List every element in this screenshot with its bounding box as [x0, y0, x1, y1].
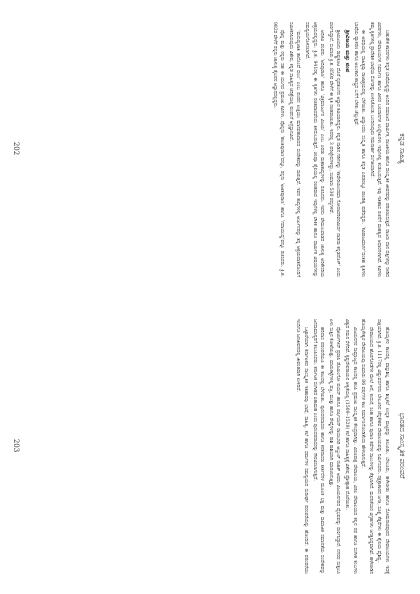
- body-text: [269, 22, 390, 277]
- paragraph: ದೇವಾಲಯದ ಹೊರಗೋಡೆಗಳ ಮೇಲೆ ಆನೆ, ಕುದುರೆ, ಸಿಂಹ ಹಾಗೂ ಪುರಾಣ ಕಥೆಗಳ ಸಾಲುಗಳನ್ನು ಕೆತ್ತಲಾಗಿದೆ. ಮದನಿಕೆಯರ ವಿಗ್ರಹಗಳು ಜಗತ್ಪ್ರಸಿದ್ಧವಾಗಿವೆ. ಹಳೇಬೀಡಿನ ಹೊಯ್ಸಳೇಶ್ವರ ದೇವಾಲಯವು ಸುಮಾರು 86 ವರ್ಷಗಳ ಕಾಲ ನಿರ್ಮಾಣಗೊಂಡಿತೆಂದು ಹೇಳಲಾಗುತ್ತದೆ.: [360, 319, 373, 574]
- paragraph: ಶ್ರೀವಿಜಯನು ರಾಷ್ಟ್ರಕೂಟ ದೊರೆ ನೃಪತುಂಗನ ಆಸ್ಥಾನ ಕವಿಯಾಗಿದ್ದನು. ಕನ್ನಡ ನಾಡಿನ ಗಡಿಗಳನ್ನು ‘ಕಾವೇರಿಯಿಂದಮಾ ಗೋದಾವರಿವರಮಿರ್ದ ನಾಡದಾ ಕನ್ನಡದೊಳ್’ ಎಂದು ವರ್ಣಿಸಿದ್ದಾನೆ. ಸುಮಾರು ಕ್ರಿ.ಶ. 850ರ ವೇಳೆಗೆ ಈ ಕೃತಿ ರಚಿತವಾಯಿತು. ಇದರಲ್ಲಿ 3 ಪರಿಚ್ಛೇದಗಳಿದ್ದು, ಸುಮಾರು 530 ಪದ್ಯಗಳಿವೆ.: [327, 22, 341, 277]
- paragraph: ಆದಿಕವಿ ಪಂಪನು ‘ಆದಿಪುರಾಣ’ ಹಾಗೂ ‘ವಿಕ್ರಮಾರ್ಜುನ ವಿಜಯ’ ಎಂಬ ಎರಡು ಮಹಾಕಾವ್ಯಗಳನ್ನು ರಚಿಸಿದನು. ಇವನು ವೇಮುಲವಾಡದ ಚಾಳುಕ್ಯ ಅರಿಕೇಸರಿಯ ಆಶ್ರಯದಲ್ಲಿದ್ದನು. ಕ್ರಿ.ಶ. 941ರಲ್ಲಿ ಈ ಕೃತಿಗಳು ರಚಿತವಾದವೆಂದು ತಿಳಿದುಬರುತ್ತದೆ. ಚಂಪೂ ಶೈಲಿಯಲ್ಲಿ ರಚಿತವಾದ ಇವುಗಳಲ್ಲಿ ಲೌಕಿಕ ಹಾಗೂ ಧಾರ್ಮಿಕ ವಿಷಯಗಳನ್ನು ಸಮನ್ವಯಗೊಳಿಸಲಾಗಿದೆ.: [304, 22, 325, 277]
- running-head: ಭಾರತದ ಸಾಂಸ್ಕೃತಿಕ ಪರಂಪರೆ: [398, 412, 406, 479]
- page-number: 203: [12, 438, 20, 453]
- running-head: ಕನ್ನಡ ಸಾಹಿತ್ಯ: [398, 133, 406, 164]
- paragraph: ಒಟ್ಟಾರೆಯಾಗಿ ಕರ್ನಾಟಕದ ಸಾಂಸ್ಕೃತಿಕ ಇತಿಹಾಸವು ಭಾಷೆ, ಸಾಹಿತ್ಯ, ಕಲೆ ಹಾಗೂ ಧರ್ಮಗಳ ಸಮನ್ವಯದ ಸುದೀರ್ಘ ಪರಂಪರೆಯನ್ನು ಹೊಂದಿದೆ. ಈ ಪರಂಪರೆಯು ಇಂದಿಗೂ ಜನಜೀವನದಲ್ಲಿ ಜೀವಂತವಾಗಿ ಉಳಿದಿದೆ.: [295, 319, 309, 574]
- right-page: [0, 297, 420, 594]
- section-heading: ಶ್ರೀವಿಜಯ ಮತ್ತು ಪಂಪ: [344, 30, 351, 73]
- paragraph: ಹರಿದಾಸ ಪರಂಪರೆಯೂ ಈ ಕಾಲದಲ್ಲಿ ಬೆಳೆಯಿತು. ಪುರಂದರದಾಸರು ಹಾಗೂ ಕನಕದಾಸರು ಕೀರ್ತನೆಗಳ ಮೂಲಕ ಭಕ್ತಿ ಮತ್ತು ಸಾಮಾಜಿಕ ಸಮಾನತೆಯ ಸಂದೇಶವನ್ನು ಜನಸಾಮಾನ್ಯರಿಗೆ ತಲುಪಿಸಿದರು. ಕರ್ನಾಟಕ ಸಂಗೀತದ ಪಿತಾಮಹ ಎಂದು ಪುರಂದರದಾಸರನ್ನು ಗೌರವಿಸಲಾಗುತ್ತದೆ.: [311, 319, 325, 574]
- paragraph: ‘ಮನುಷ್ಯಜಾತಿ ತಾನೊಂದೆ ವಲಂ’ ಎಂಬ ಪಂಪನ ಉಕ್ತಿಯು ಮಾನವತಾವಾದದ ಸಂದೇಶವನ್ನು ಸಾರುತ್ತದೆ. ಇವನ ಕಾವ್ಯಗಳಲ್ಲಿ ಅರ್ಜುನನನ್ನು ತನ್ನ ಆಶ್ರಯದಾತನೊಂದಿಗೆ ಸಮೀಕರಿಸಿರುವುದು ವಿಶೇಷ. ಕನ್ನಡ ಸಾಹಿತ್ಯದ ಚರಿತ್ರೆಯಲ್ಲಿ ಪಂಪನಿಗೆ ಅಗ್ರಸ್ಥಾನವಿದೆ.: [287, 22, 301, 277]
- paragraph: ಬಹುತೇಕ ಶಾಸನಗಳು ಕನ್ನಡ ಭಾಷೆಯಲ್ಲಿದ್ದು ಅಂದಿನ ಸಮಾಜದ ಧಾರ್ಮಿಕ, ರಾಜಕೀಯ ಹಾಗೂ ಸಾಂಸ್ಕೃತಿಕ ಜೀವನವನ್ನು ಪರಿಚಯಿಸುತ್ತವೆ. ರಾಜರು ದಾನ ದತ್ತಿಗಳನ್ನು ನೀಡಿದ ವಿವರಗಳು, ದೇವಾಲಯಗಳ ನಿರ್ಮಾಣ ಹಾಗೂ ವೀರರ ಬಲಿದಾನಗಳ ಉಲ್ಲೇಖಗಳು ಇವುಗಳಲ್ಲಿ ಕಂಡುಬರುತ್ತವೆ. ಇವು ಇತಿಹಾಸ ರಚನೆಗೆ ಮಹತ್ವದ ಆಧಾರಗಳಾಗಿವೆ. ಕವಿಗಳು ತಮ್ಮ ಕೃತಿಗಳಲ್ಲಿ ಪ್ರಾದೇಶಿಕ ಭಾಷೆಯ ಸೊಗಡನ್ನು ಉಳಿಸಿಕೊಂಡು ಬಂದಿರುವುದು ಗಮನಾರ್ಹ ಸಂಗತಿಯಾಗಿದೆ.: [368, 22, 389, 277]
- body-text: [293, 319, 390, 574]
- paragraph: ಈ ಅವಧಿಯಲ್ಲಿ ಸಾಹಿತ್ಯವು ರಾಜಾಶ್ರಯದಲ್ಲಿ ಬೆಳೆಯಿತು. ವಿದ್ವಾಂಸರು ಸಂಸ್ಕೃತ ಹಾಗೂ ಕನ್ನಡ ಎರಡರಲ್ಲೂ ಪಾಂಡಿತ್ಯ ಪಡೆದಿದ್ದರು. ‘ಕವಿರಾಜಮಾರ್ಗ’ದಂತಹ ಕೃತಿಗಳು ಭಾಷೆಯ ವ್ಯಾಕರಣ ಹಾಗೂ ಅಲಂಕಾರ ಶಾಸ್ತ್ರದ ಬಗೆಗೆ ಬೆಳಕು ಚೆಲ್ಲುತ್ತವೆ.: [352, 22, 366, 277]
- page-number: 202: [12, 141, 20, 156]
- paragraph: ಪೊನ್ನ ಮತ್ತು ರನ್ನರು ಸಹ ಈ ಯುಗದ ಪ್ರಮುಖ ಕವಿಗಳು. ಪೊನ್ನನು ‘ಶಾಂತಿಪುರಾಣ’ವನ್ನೂ, ರನ್ನನು ‘ಅಜಿತಪುರಾಣ’ ಹಾಗೂ ‘ಗದಾಯುದ್ಧ’ವನ್ನೂ ರಚಿಸಿದರು. ಕ್ರಿ.ಶ. 982ರ ವೇಳೆಗೆ ರನ್ನನು ಚಾಳುಕ್ಯ ತೈಲಪನ ಆಸ್ಥಾನದಲ್ಲಿದ್ದನು.: [271, 22, 285, 277]
- paragraph: ಹೊಯ್ಸಳರ ಕಾಲದಲ್ಲಿ ವಾಸ್ತುಶಿಲ್ಪ ಹಾಗೂ ಶಿಲ್ಪಕಲೆ ಉನ್ನತ ಮಟ್ಟವನ್ನು ತಲುಪಿತು. ಬೇಲೂರು, ಹಳೇಬೀಡು ಹಾಗೂ ಸೋಮನಾಥಪುರದ ದೇವಾಲಯಗಳು ಇದಕ್ಕೆ ಸಾಕ್ಷಿಯಾಗಿವೆ. ಕ್ರಿ.ಶ. 1117ರಲ್ಲಿ ವಿಷ್ಣುವರ್ಧನನು ಬೇಲೂರಿನ ಚೆನ್ನಕೇಶವ ದೇವಾಲಯವನ್ನು ನಿರ್ಮಿಸಿದನು. ನಕ್ಷತ್ರಾಕಾರದ ಜಗತಿ, ಸೂಕ್ಷ್ಮ ಕೆತ್ತನೆಗಳು ಈ ಶೈಲಿಯ ವೈಶಿಷ್ಟ್ಯ.: [376, 319, 389, 574]
- paragraph: ಪೋರ್ಚುಗೀಸ್ ಪ್ರವಾಸಿ ಡೊಮಿಂಗೋ ಪಯಸ್ ಹಾಗೂ ಪರ್ಷಿಯನ್ ರಾಯಭಾರಿ ಅಬ್ದುಲ್ ರಜಾಕ್ ಅವರು ವಿಜಯನಗರದ ವೈಭವವನ್ನು ವರ್ಣಿಸಿದ್ದಾರೆ. ನಗರದ ಸುತ್ತಲೂ ಏಳು ಸುತ್ತಿನ ಕೋಟೆಯಿತ್ತು. ಮಾರುಕಟ್ಟೆಗಳಲ್ಲಿ ವಜ್ರ, ಮುತ್ತು ಹಾಗೂ ರೇಷ್ಮೆಗಳನ್ನು ರಾಶಿ ರಾಶಿಯಾಗಿ ಮಾರಲಾಗುತ್ತಿತ್ತು.: [327, 319, 341, 574]
- paragraph: ವಿಜಯನಗರ ಸಾಮ್ರಾಜ್ಯದ ಕಾಲದಲ್ಲಿ ಹಂಪಿ ಪ್ರಮುಖ ಸಾಂಸ್ಕೃತಿಕ ಕೇಂದ್ರವಾಗಿತ್ತು. ವಿರೂಪಾಕ್ಷ ದೇವಾಲಯ, ವಿಠಲ ದೇವಾಲಯದ ಕಲ್ಲಿನ ರಥ ಹಾಗೂ ಸಂಗೀತ ಕಂಬಗಳು ವಿಶ್ವದ ಗಮನ ಸೆಳೆದಿವೆ. ಕೃಷ್ಣದೇವರಾಯನ ಆಳ್ವಿಕೆಯಲ್ಲಿ (1509–1529) ಕಲೆ ಹಾಗೂ ಸಾಹಿತ್ಯಕ್ಕೆ ವಿಶೇಷ ಪ್ರೋತ್ಸಾಹ ದೊರೆಯಿತು.: [344, 319, 357, 574]
